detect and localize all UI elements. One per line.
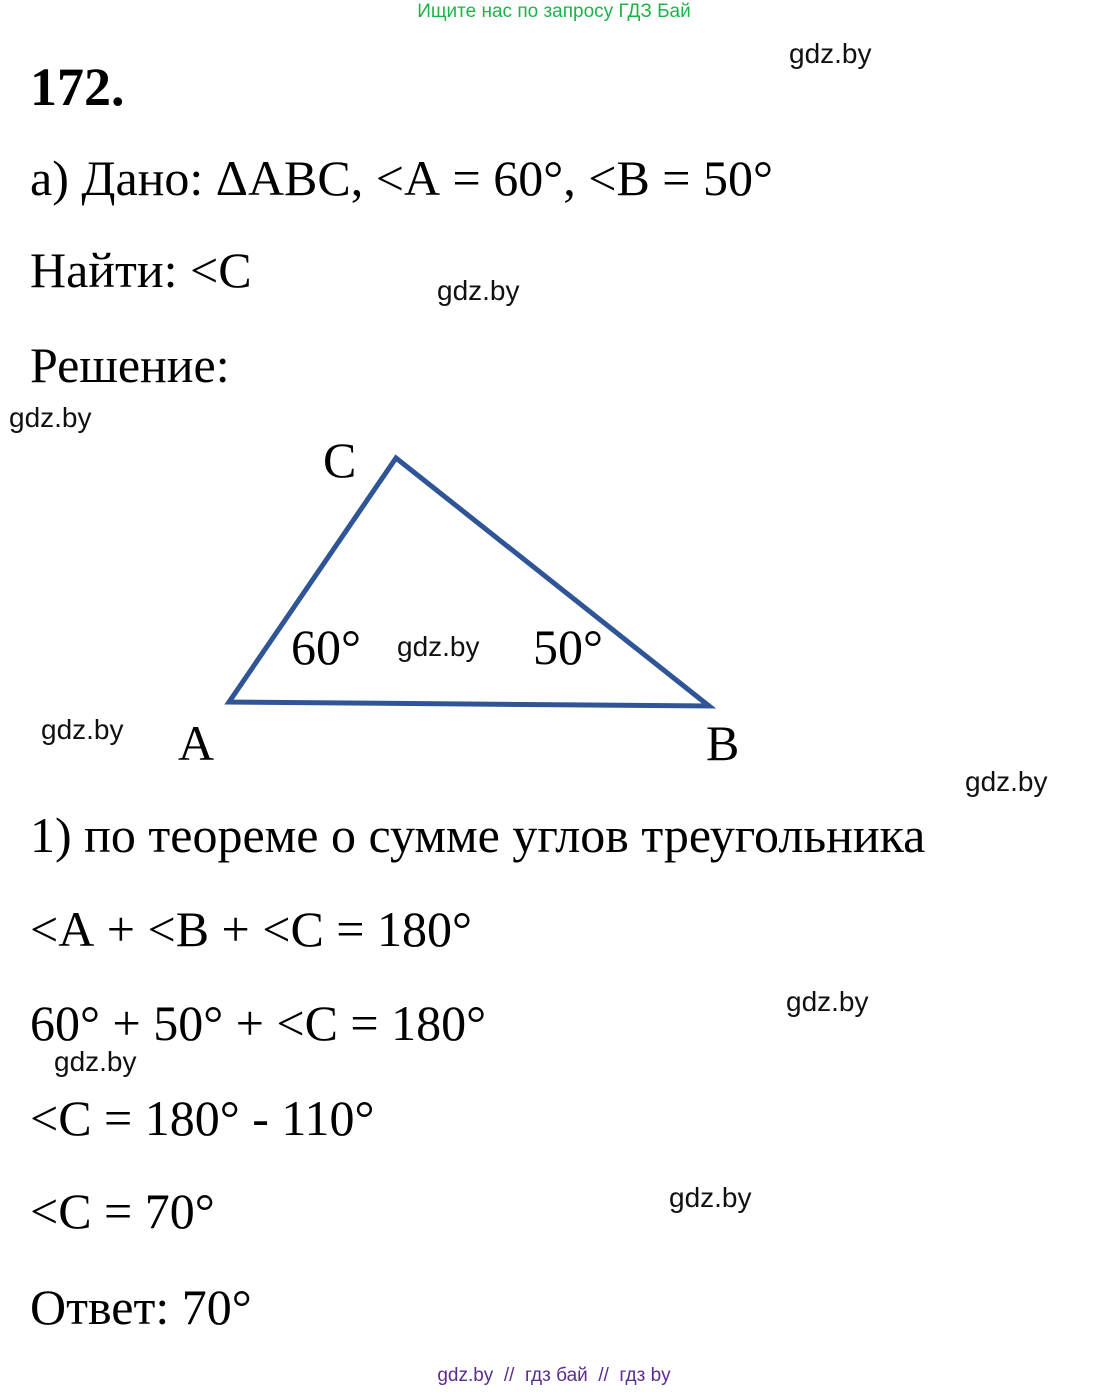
watermark: gdz.by [41, 714, 124, 745]
top-banner: Ищите нас по запросу ГДЗ Бай [417, 1, 691, 22]
watermark: gdz.by [437, 275, 520, 306]
step-5: <С = 70° [30, 1183, 215, 1239]
step-4: <С = 180° - 110° [30, 1090, 375, 1146]
watermark: gdz.by [786, 986, 869, 1017]
answer-line: Ответ: 70° [30, 1279, 252, 1335]
watermark: gdz.by [965, 766, 1048, 797]
solution-heading: Решение: [30, 337, 230, 393]
footer: gdz.by // гдз бай // гдз by [437, 1365, 671, 1386]
angle-a-label: 60° [291, 619, 361, 675]
watermark: gdz.by [789, 38, 872, 69]
problem-number: 172. [30, 57, 125, 117]
vertex-c-label: С [323, 432, 357, 488]
step-3: 60° + 50° + <С = 180° [30, 995, 487, 1051]
vertex-a-label: А [178, 715, 215, 771]
angle-b-label: 50° [533, 619, 603, 675]
watermark: gdz.by [9, 402, 92, 433]
given-line: а) Дано: ΔАВС, <А = 60°, <В = 50° [30, 150, 773, 206]
watermark: gdz.by [397, 631, 480, 662]
step-2: <А + <В + <С = 180° [30, 901, 472, 957]
watermark: gdz.by [669, 1182, 752, 1213]
vertex-b-label: В [706, 715, 740, 771]
step-1: 1) по теореме о сумме углов треугольника [30, 807, 926, 863]
find-line: Найти: <С [30, 242, 252, 298]
watermark: gdz.by [54, 1046, 137, 1077]
